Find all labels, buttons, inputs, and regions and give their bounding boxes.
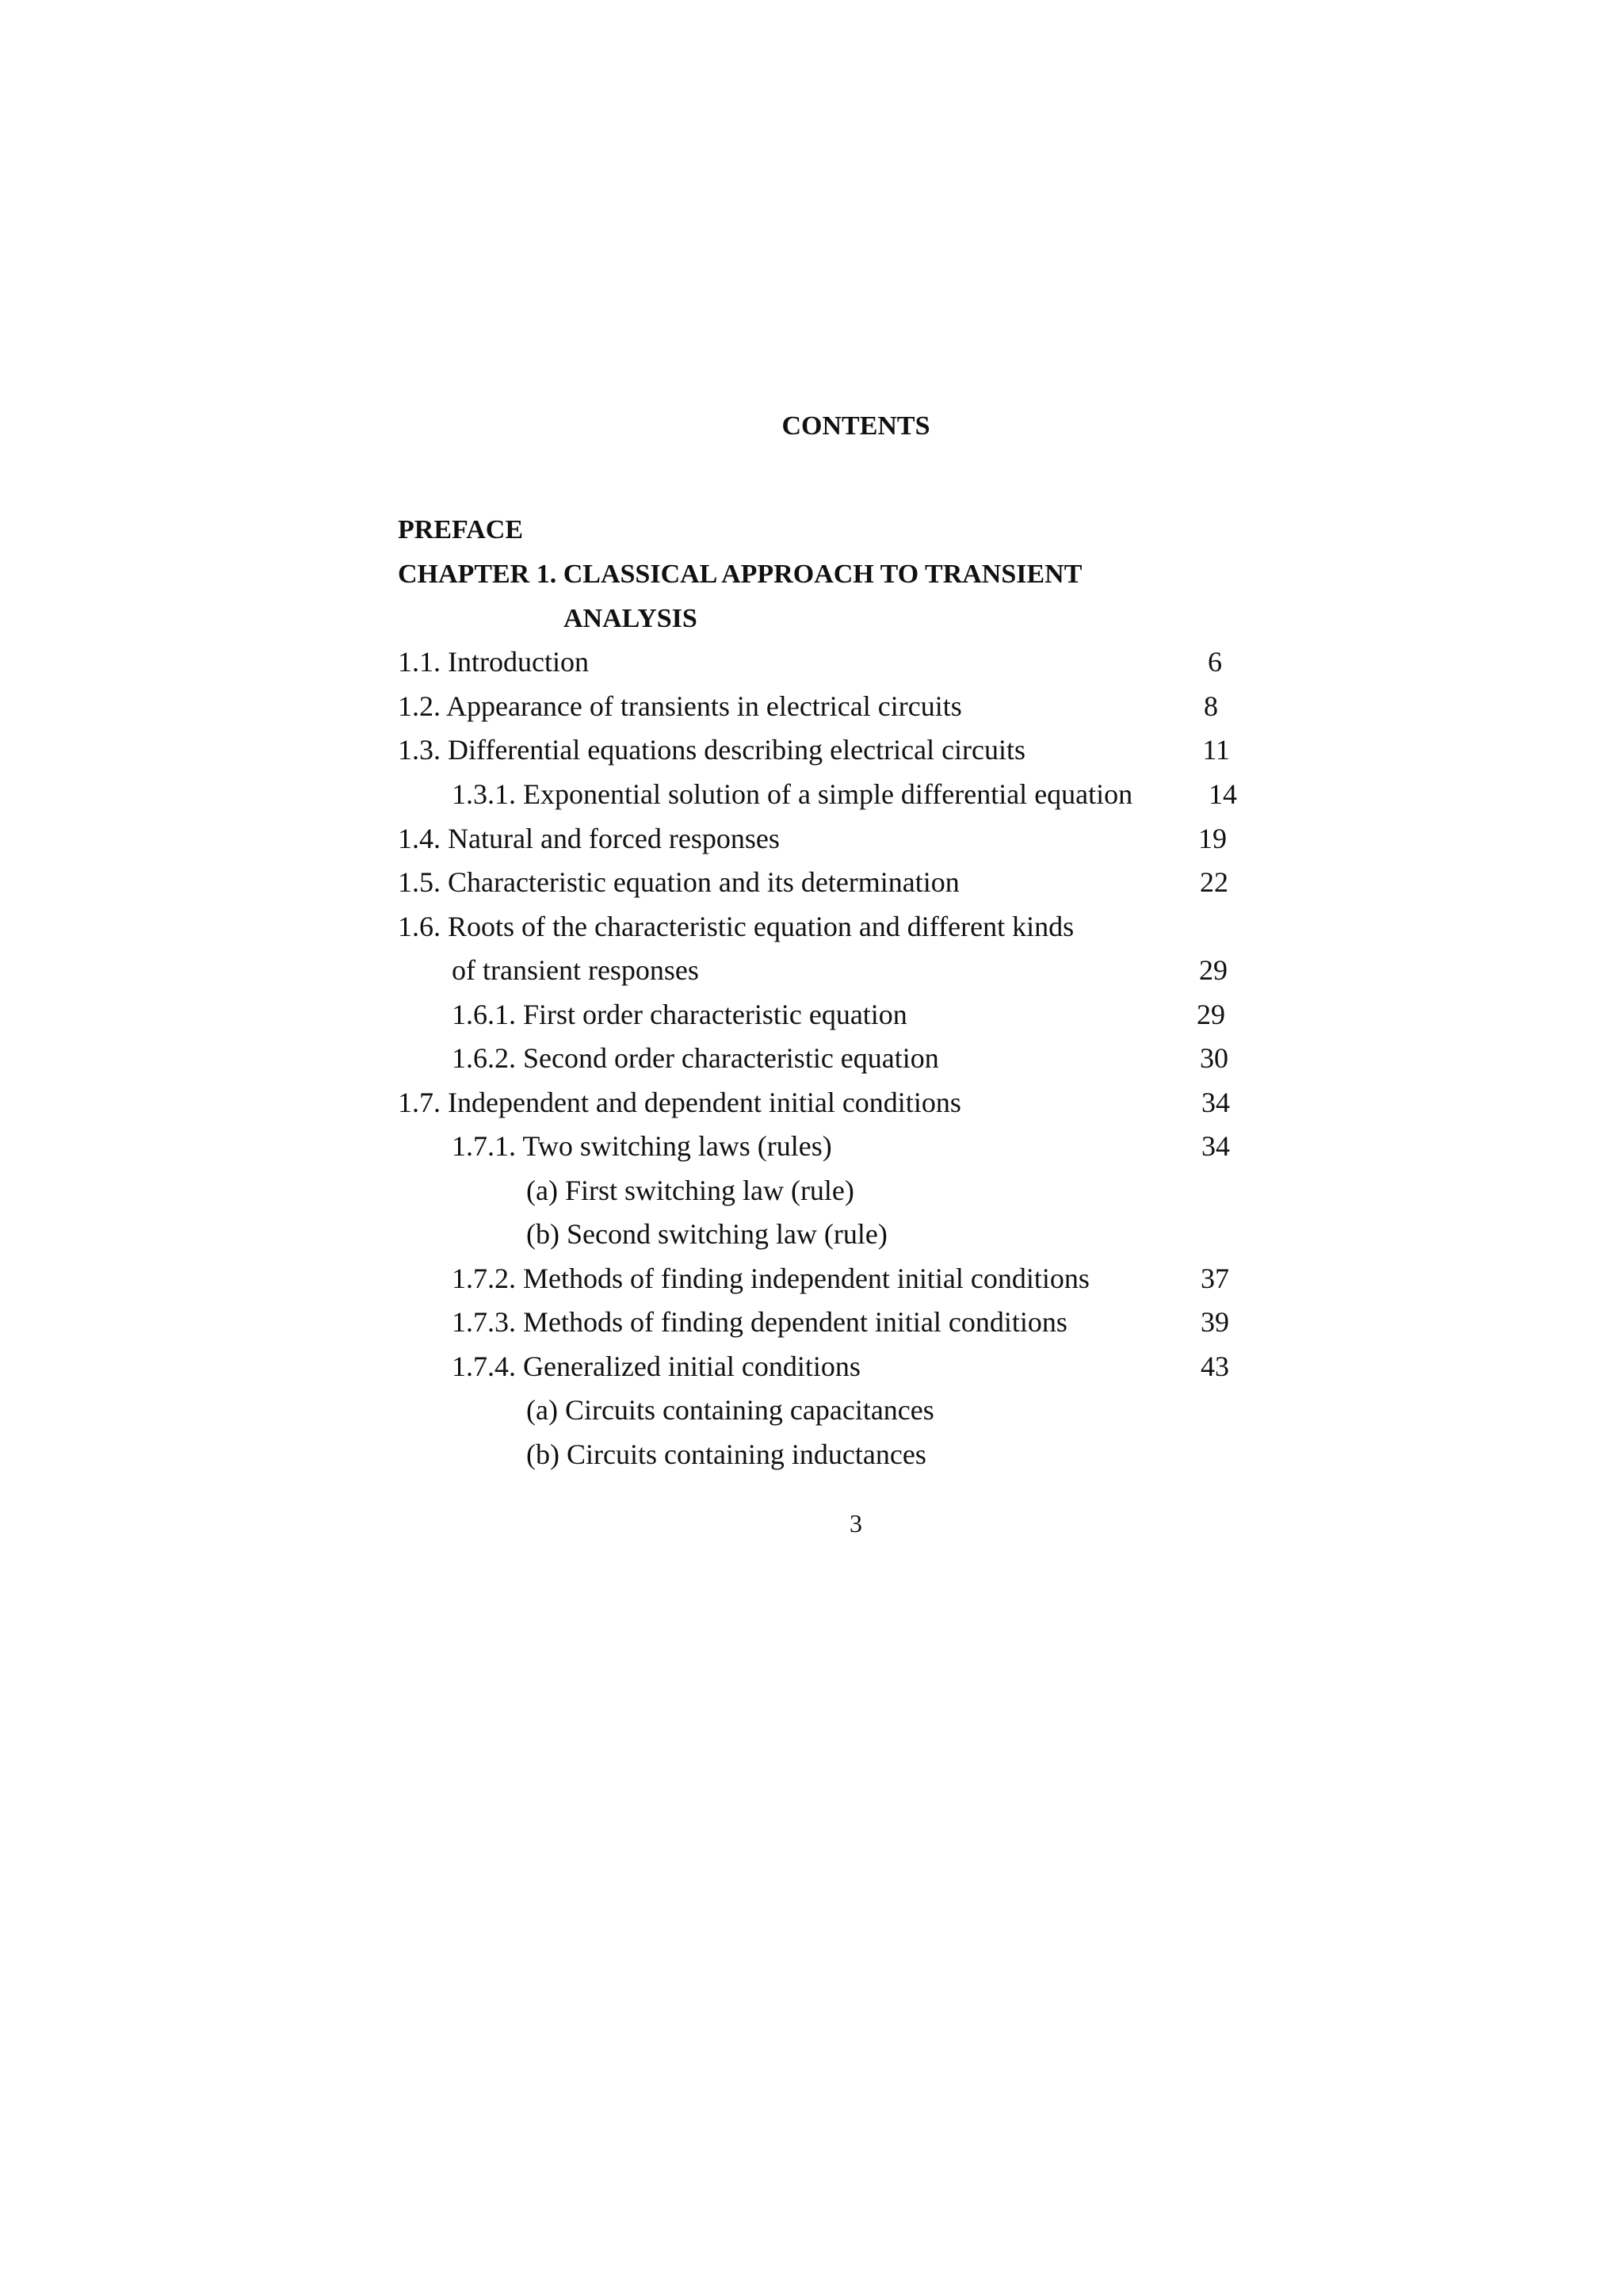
toc-page-number: 14 [1209,778,1237,810]
toc-entry: 1.6.2. Second order characteristic equation [452,1042,939,1074]
toc-entry: 1.6.1. First order characteristic equation [452,999,907,1030]
toc-entry: (a) First switching law (rule) [526,1175,854,1206]
page-title: CONTENTS [781,411,930,441]
toc-page-number: 19 [1198,823,1227,854]
toc-entry: 1.5. Characteristic equation and its determination [398,866,960,898]
toc-entry: (b) Second switching law (rule) [526,1218,888,1250]
chapter-heading: CHAPTER 1. CLASSICAL APPROACH TO TRANSIENT [398,560,1083,589]
preface-heading: PREFACE [398,515,524,544]
toc-page-number: 30 [1200,1042,1228,1074]
page-number: 3 [850,1509,862,1538]
toc-page-number: 43 [1201,1350,1229,1382]
toc-page-number: 11 [1202,734,1230,766]
toc-entry: 1.3. Differential equations describing electrical circuits [398,734,1026,766]
toc-entry: 1.1. Introduction [398,646,589,678]
toc-entry: 1.2. Appearance of transients in electrical circuits [398,690,962,722]
toc-entry: 1.7.4. Generalized initial conditions [452,1350,861,1382]
toc-entry: 1.7.2. Methods of finding independent initial conditions [452,1263,1090,1294]
toc-page-number: 29 [1197,999,1225,1030]
toc-page-number: 34 [1201,1130,1230,1162]
toc-entry: 1.6. Roots of the characteristic equation and different kinds [398,911,1075,942]
toc-page-number: 39 [1201,1306,1229,1338]
toc-entry: of transient responses [452,954,699,986]
toc-page-number: 34 [1201,1087,1230,1118]
toc-page-number: 8 [1204,690,1218,722]
toc-page-number: 22 [1200,866,1228,898]
toc-entry: (b) Circuits containing inductances [526,1438,926,1470]
toc-entry: 1.3.1. Exponential solution of a simple differential equation [452,778,1133,810]
toc-entry: 1.7.1. Two switching laws (rules) [452,1130,832,1162]
toc-page-number: 37 [1201,1263,1229,1294]
chapter-heading-continued: ANALYSIS [563,604,697,633]
toc-entry: 1.7. Independent and dependent initial conditions [398,1087,961,1118]
toc-page-number: 6 [1208,646,1222,678]
toc-entry: 1.4. Natural and forced responses [398,823,780,854]
toc-entry: (a) Circuits containing capacitances [526,1394,934,1426]
toc-page-number: 29 [1199,954,1228,986]
toc-entry: 1.7.3. Methods of finding dependent initial conditions [452,1306,1067,1338]
